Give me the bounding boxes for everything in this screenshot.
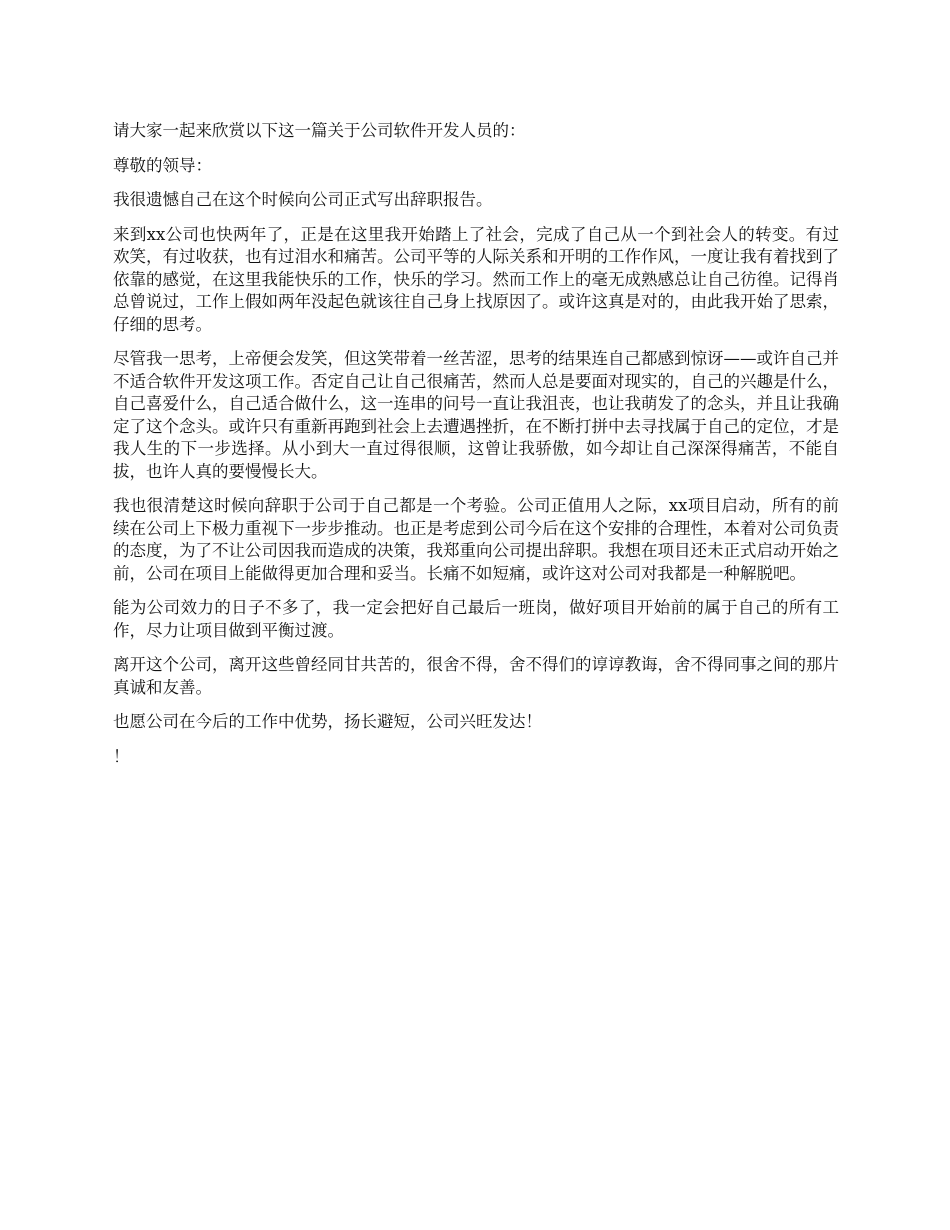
closing-mark: ！	[113, 746, 130, 766]
paragraph-experience: 来到xx公司也快两年了，正是在这里我开始踏上了社会，完成了自己从一个到社会人的转变。有过欢笑，有过收获，也有过泪水和痛苦。公司平等的人际关系和开明的工作作风，一度让我有着找到了依靠的感觉，在这里我能快乐的工作，快乐的学习。然而工作上的毫无成熟感总让自己彷徨。记得肖总曾说过，工作上假如两年没起色就该往自己身上找原因了。或许这真是对的，由此我开始了思索，仔细的思考。	[113, 224, 839, 334]
paragraph-farewell: 离开这个公司，离开这些曾经同甘共苦的，很舍不得，舍不得们的谆谆教诲，舍不得同事之间的那片真诚和友善。	[113, 655, 839, 697]
intro-line: 请大家一起来欣赏以下这一篇关于公司软件开发人员的：	[113, 121, 526, 140]
paragraph-reflection: 尽管我一思考，上帝便会发笑，但这笑带着一丝苦涩，思考的结果连自己都感到惊讶——或许自己并不适合软件开发这项工作。否定自己让自己很痛苦，然而人总是要面对现实的，自己的兴趣是什么，自己喜爱什么，自己适合做什么，这一连串的问号一直让我沮丧，也让我萌发了的念头，并且让我确定了这个念头。或许只有重新再跑到社会上去遭遇挫折，在不断打拼中去寻找属于自己的定位，才是我人生的下一步选择。从小到大一直过得很顺，这曾让我骄傲，如今却让自己深深得痛苦，不能自拔，也许人真的要慢慢长大。	[113, 349, 839, 481]
paragraph-handover: 能为公司效力的日子不多了，我一定会把好自己最后一班岗，做好项目开始前的属于自己的所有工作，尽力让项目做到平衡过渡。	[113, 598, 839, 640]
document-body	[113, 120, 839, 780]
salutation: 尊敬的领导：	[113, 155, 212, 175]
paragraph-opening: 我很遗憾自己在这个时候向公司正式写出辞职报告。	[113, 190, 493, 209]
paragraph-decision: 我也很清楚这时候向辞职于公司于自己都是一个考验。公司正值用人之际，xx项目启动，所有的前续在公司上下极力重视下一步步推动。也正是考虑到公司今后在这个安排的合理性，本着对公司负责的态度，为了不让公司因我而造成的决策，我郑重向公司提出辞职。我想在项目还未正式启动开始之前，公司在项目上能做得更加合理和妥当。长痛不如短痛，或许这对公司对我都是一种解脱吧。	[113, 496, 839, 583]
paragraph-wishes: 也愿公司在今后的工作中优势，扬长避短，公司兴旺发达！	[113, 712, 542, 731]
